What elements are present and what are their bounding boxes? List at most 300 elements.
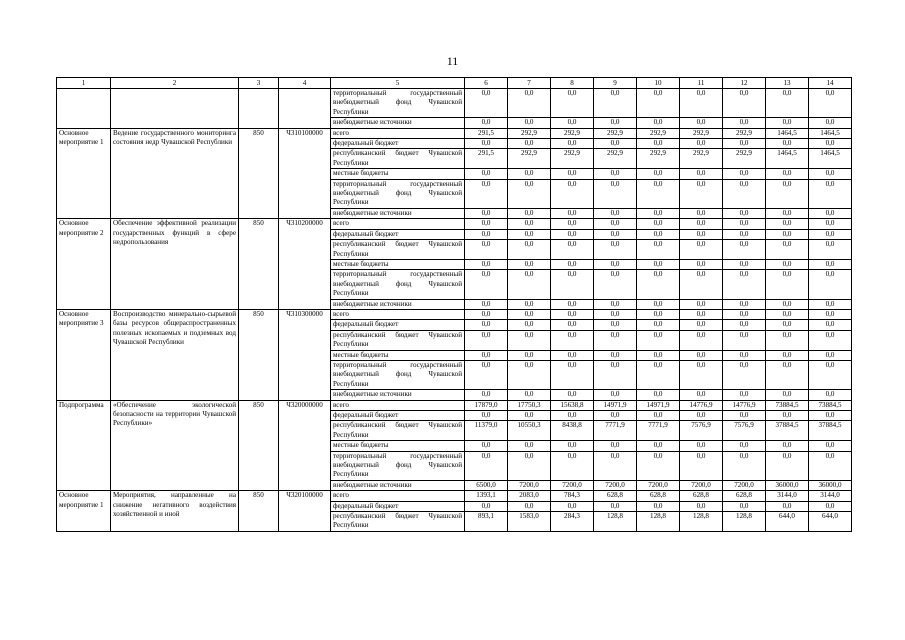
value-cell: 0,0 <box>551 411 594 421</box>
column-header: 8 <box>551 78 594 89</box>
value-cell: 0,0 <box>551 501 594 511</box>
value-cell: 0,0 <box>465 309 508 319</box>
value-cell: 1464,5 <box>809 128 852 138</box>
value-cell: 0,0 <box>680 309 723 319</box>
value-cell: 0,0 <box>680 179 723 208</box>
event-name-cell <box>111 89 239 129</box>
value-cell: 0,0 <box>465 139 508 149</box>
value-cell: 0,0 <box>551 139 594 149</box>
value-cell: 128,8 <box>637 512 680 532</box>
value-cell: 0,0 <box>508 309 551 319</box>
value-cell: 0,0 <box>766 441 809 451</box>
event-name-cell: Ведение государственного мониторинга состояния недр Чувашской Республики <box>111 128 239 219</box>
value-cell: 893,1 <box>465 512 508 532</box>
value-cell: 0,0 <box>766 179 809 208</box>
value-cell: 292,9 <box>723 149 766 169</box>
value-cell: 0,0 <box>637 208 680 218</box>
table-row <box>57 128 852 138</box>
value-cell: 0,0 <box>551 169 594 179</box>
table-body <box>57 89 852 532</box>
value-cell: 0,0 <box>637 309 680 319</box>
value-cell: 0,0 <box>551 219 594 229</box>
value-cell: 0,0 <box>766 118 809 128</box>
value-cell: 7576,9 <box>723 421 766 441</box>
value-cell: 0,0 <box>766 259 809 269</box>
value-cell: 3144,0 <box>809 491 852 501</box>
value-cell: 0,0 <box>594 240 637 260</box>
value-cell: 0,0 <box>551 179 594 208</box>
value-cell: 7576,9 <box>680 421 723 441</box>
value-cell: 0,0 <box>809 270 852 299</box>
code-cell: 850 <box>239 309 279 400</box>
value-cell: 0,0 <box>809 451 852 480</box>
value-cell: 0,0 <box>508 219 551 229</box>
budget-code-cell <box>279 89 331 129</box>
value-cell: 0,0 <box>594 118 637 128</box>
value-cell: 292,9 <box>508 128 551 138</box>
funding-source-cell: республиканский бюджет Чувашской Республики <box>331 240 465 260</box>
value-cell: 0,0 <box>723 89 766 118</box>
value-cell: 7200,0 <box>680 480 723 490</box>
value-cell: 0,0 <box>766 390 809 400</box>
value-cell: 0,0 <box>680 350 723 360</box>
value-cell: 0,0 <box>809 320 852 330</box>
value-cell: 0,0 <box>594 259 637 269</box>
value-cell: 0,0 <box>551 299 594 309</box>
value-cell: 0,0 <box>465 169 508 179</box>
column-header: 14 <box>809 78 852 89</box>
column-header: 5 <box>331 78 465 89</box>
value-cell: 0,0 <box>809 299 852 309</box>
value-cell: 0,0 <box>723 330 766 350</box>
value-cell: 644,0 <box>809 512 852 532</box>
column-header: 10 <box>637 78 680 89</box>
value-cell: 7200,0 <box>594 480 637 490</box>
code-cell: 850 <box>239 400 279 491</box>
funding-source-cell: федеральный бюджет <box>331 229 465 239</box>
value-cell: 0,0 <box>723 309 766 319</box>
value-cell: 0,0 <box>465 330 508 350</box>
value-cell: 0,0 <box>723 169 766 179</box>
value-cell: 0,0 <box>594 309 637 319</box>
value-cell: 0,0 <box>766 411 809 421</box>
value-cell: 0,0 <box>809 208 852 218</box>
table-row <box>57 309 852 319</box>
value-cell: 11379,0 <box>465 421 508 441</box>
column-header: 4 <box>279 78 331 89</box>
value-cell: 0,0 <box>594 441 637 451</box>
value-cell: 0,0 <box>508 270 551 299</box>
value-cell: 7200,0 <box>723 480 766 490</box>
value-cell: 284,3 <box>551 512 594 532</box>
value-cell: 0,0 <box>594 270 637 299</box>
value-cell: 14776,9 <box>723 400 766 410</box>
value-cell: 0,0 <box>766 229 809 239</box>
value-cell: 291,5 <box>465 149 508 169</box>
budget-code-cell: Ч320000000 <box>279 400 331 491</box>
value-cell: 644,0 <box>766 512 809 532</box>
event-type-cell: Основное мероприятие 3 <box>57 309 111 400</box>
value-cell: 14971,9 <box>594 400 637 410</box>
funding-source-cell: внебюджетные источники <box>331 480 465 490</box>
value-cell: 0,0 <box>465 501 508 511</box>
funding-source-cell: федеральный бюджет <box>331 320 465 330</box>
value-cell: 73884,5 <box>809 400 852 410</box>
funding-source-cell: внебюджетные источники <box>331 118 465 128</box>
value-cell: 0,0 <box>551 360 594 389</box>
code-cell: 850 <box>239 128 279 219</box>
value-cell: 0,0 <box>637 118 680 128</box>
value-cell: 14776,9 <box>680 400 723 410</box>
event-type-cell: Основное мероприятие 1 <box>57 491 111 532</box>
funding-source-cell: всего <box>331 309 465 319</box>
value-cell: 0,0 <box>809 259 852 269</box>
value-cell: 0,0 <box>594 229 637 239</box>
value-cell: 0,0 <box>594 451 637 480</box>
value-cell: 0,0 <box>594 139 637 149</box>
funding-source-cell: федеральный бюджет <box>331 139 465 149</box>
value-cell: 0,0 <box>637 219 680 229</box>
value-cell: 0,0 <box>551 451 594 480</box>
value-cell: 0,0 <box>551 350 594 360</box>
column-header: 13 <box>766 78 809 89</box>
funding-source-cell: республиканский бюджет Чувашской Республики <box>331 330 465 350</box>
value-cell: 0,0 <box>594 411 637 421</box>
value-cell: 292,9 <box>680 128 723 138</box>
budget-code-cell: Ч310300000 <box>279 309 331 400</box>
value-cell: 0,0 <box>637 169 680 179</box>
value-cell: 1464,5 <box>766 128 809 138</box>
value-cell: 3144,0 <box>766 491 809 501</box>
value-cell: 0,0 <box>680 390 723 400</box>
value-cell: 0,0 <box>723 299 766 309</box>
value-cell: 7200,0 <box>637 480 680 490</box>
funding-source-cell: местные бюджеты <box>331 259 465 269</box>
value-cell: 0,0 <box>680 118 723 128</box>
value-cell: 0,0 <box>508 229 551 239</box>
value-cell: 0,0 <box>594 219 637 229</box>
funding-source-cell: территориальный государственный внебюджетный фонд Чувашской Республики <box>331 270 465 299</box>
value-cell: 0,0 <box>465 118 508 128</box>
value-cell: 784,3 <box>551 491 594 501</box>
code-cell <box>239 89 279 129</box>
value-cell: 0,0 <box>551 118 594 128</box>
value-cell: 0,0 <box>766 330 809 350</box>
column-header: 6 <box>465 78 508 89</box>
event-type-cell: Основное мероприятие 2 <box>57 219 111 310</box>
value-cell: 0,0 <box>766 89 809 118</box>
value-cell: 0,0 <box>551 320 594 330</box>
value-cell: 0,0 <box>723 390 766 400</box>
value-cell: 0,0 <box>766 309 809 319</box>
value-cell: 8438,8 <box>551 421 594 441</box>
value-cell: 0,0 <box>766 240 809 260</box>
value-cell: 0,0 <box>809 229 852 239</box>
value-cell: 0,0 <box>637 240 680 260</box>
value-cell: 0,0 <box>680 441 723 451</box>
value-cell: 0,0 <box>551 208 594 218</box>
event-name-cell: Обеспечение эффективной реализации государственных функций в сфере недропользования <box>111 219 239 310</box>
value-cell: 0,0 <box>637 441 680 451</box>
value-cell: 0,0 <box>465 350 508 360</box>
value-cell: 0,0 <box>637 350 680 360</box>
column-header: 12 <box>723 78 766 89</box>
value-cell: 0,0 <box>809 350 852 360</box>
value-cell: 7771,9 <box>637 421 680 441</box>
value-cell: 0,0 <box>766 169 809 179</box>
value-cell: 0,0 <box>680 219 723 229</box>
value-cell: 17879,0 <box>465 400 508 410</box>
value-cell: 0,0 <box>465 270 508 299</box>
value-cell: 0,0 <box>465 390 508 400</box>
page-number: 11 <box>446 54 459 68</box>
value-cell: 14971,9 <box>637 400 680 410</box>
value-cell: 0,0 <box>465 89 508 118</box>
value-cell: 0,0 <box>508 89 551 118</box>
value-cell: 0,0 <box>809 118 852 128</box>
value-cell: 0,0 <box>723 229 766 239</box>
column-header: 11 <box>680 78 723 89</box>
value-cell: 128,8 <box>594 512 637 532</box>
value-cell: 0,0 <box>508 451 551 480</box>
value-cell: 0,0 <box>809 179 852 208</box>
value-cell: 0,0 <box>637 330 680 350</box>
value-cell: 0,0 <box>723 441 766 451</box>
funding-source-cell: всего <box>331 400 465 410</box>
value-cell: 0,0 <box>723 411 766 421</box>
value-cell: 0,0 <box>551 89 594 118</box>
value-cell: 0,0 <box>680 320 723 330</box>
column-header: 3 <box>239 78 279 89</box>
value-cell: 0,0 <box>723 320 766 330</box>
value-cell: 2083,0 <box>508 491 551 501</box>
value-cell: 0,0 <box>680 330 723 350</box>
value-cell: 0,0 <box>809 390 852 400</box>
value-cell: 0,0 <box>465 229 508 239</box>
value-cell: 0,0 <box>551 309 594 319</box>
value-cell: 0,0 <box>680 89 723 118</box>
funding-source-cell: федеральный бюджет <box>331 501 465 511</box>
value-cell: 0,0 <box>723 360 766 389</box>
funding-source-cell: внебюджетные источники <box>331 208 465 218</box>
value-cell: 0,0 <box>594 299 637 309</box>
value-cell: 0,0 <box>637 270 680 299</box>
value-cell: 0,0 <box>508 240 551 260</box>
value-cell: 0,0 <box>508 118 551 128</box>
value-cell: 0,0 <box>723 270 766 299</box>
value-cell: 0,0 <box>809 139 852 149</box>
value-cell: 0,0 <box>680 360 723 389</box>
value-cell: 0,0 <box>723 240 766 260</box>
value-cell: 0,0 <box>723 179 766 208</box>
value-cell: 0,0 <box>680 208 723 218</box>
funding-source-cell: всего <box>331 491 465 501</box>
value-cell: 0,0 <box>508 208 551 218</box>
table-row <box>57 491 852 501</box>
value-cell: 0,0 <box>766 139 809 149</box>
value-cell: 0,0 <box>680 229 723 239</box>
value-cell: 0,0 <box>508 390 551 400</box>
value-cell: 37884,5 <box>766 421 809 441</box>
funding-source-cell: территориальный государственный внебюджетный фонд Чувашской Республики <box>331 89 465 118</box>
value-cell: 0,0 <box>766 270 809 299</box>
event-type-cell: Подпрограмма <box>57 400 111 491</box>
value-cell: 0,0 <box>465 179 508 208</box>
value-cell: 0,0 <box>637 411 680 421</box>
value-cell: 0,0 <box>594 169 637 179</box>
value-cell: 0,0 <box>551 229 594 239</box>
value-cell: 0,0 <box>594 208 637 218</box>
value-cell: 17750,3 <box>508 400 551 410</box>
value-cell: 0,0 <box>809 501 852 511</box>
value-cell: 0,0 <box>766 320 809 330</box>
value-cell: 0,0 <box>723 501 766 511</box>
value-cell: 0,0 <box>637 390 680 400</box>
value-cell: 0,0 <box>594 501 637 511</box>
value-cell: 0,0 <box>508 259 551 269</box>
value-cell: 0,0 <box>809 240 852 260</box>
value-cell: 0,0 <box>465 240 508 260</box>
value-cell: 0,0 <box>551 240 594 260</box>
value-cell: 0,0 <box>551 441 594 451</box>
funding-source-cell: местные бюджеты <box>331 441 465 451</box>
value-cell: 0,0 <box>508 501 551 511</box>
funding-source-cell: внебюджетные источники <box>331 299 465 309</box>
value-cell: 0,0 <box>465 208 508 218</box>
value-cell: 0,0 <box>551 270 594 299</box>
value-cell: 0,0 <box>637 179 680 208</box>
value-cell: 0,0 <box>766 451 809 480</box>
funding-source-cell: федеральный бюджет <box>331 411 465 421</box>
event-name-cell: Мероприятия, направленные на снижение негативного воздействия хозяйственной и иной <box>111 491 239 532</box>
value-cell: 292,9 <box>594 128 637 138</box>
code-cell: 850 <box>239 491 279 532</box>
value-cell: 0,0 <box>723 118 766 128</box>
value-cell: 0,0 <box>809 89 852 118</box>
value-cell: 0,0 <box>637 451 680 480</box>
value-cell: 0,0 <box>680 240 723 260</box>
value-cell: 0,0 <box>766 501 809 511</box>
value-cell: 0,0 <box>637 139 680 149</box>
value-cell: 0,0 <box>766 360 809 389</box>
value-cell: 292,9 <box>637 128 680 138</box>
value-cell: 1464,5 <box>809 149 852 169</box>
value-cell: 0,0 <box>680 169 723 179</box>
value-cell: 628,8 <box>637 491 680 501</box>
budget-table <box>56 77 852 532</box>
value-cell: 0,0 <box>594 179 637 208</box>
value-cell: 0,0 <box>637 501 680 511</box>
value-cell: 0,0 <box>551 390 594 400</box>
value-cell: 0,0 <box>465 441 508 451</box>
budget-code-cell: Ч310200000 <box>279 219 331 310</box>
budget-code-cell: Ч320100000 <box>279 491 331 532</box>
value-cell: 0,0 <box>594 360 637 389</box>
value-cell: 0,0 <box>723 219 766 229</box>
funding-source-cell: местные бюджеты <box>331 350 465 360</box>
value-cell: 292,9 <box>551 128 594 138</box>
value-cell: 0,0 <box>508 179 551 208</box>
value-cell: 0,0 <box>680 501 723 511</box>
value-cell: 292,9 <box>680 149 723 169</box>
value-cell: 0,0 <box>809 219 852 229</box>
value-cell: 7200,0 <box>508 480 551 490</box>
value-cell: 37884,5 <box>809 421 852 441</box>
value-cell: 0,0 <box>508 350 551 360</box>
value-cell: 0,0 <box>508 139 551 149</box>
value-cell: 0,0 <box>766 350 809 360</box>
value-cell: 0,0 <box>680 451 723 480</box>
value-cell: 0,0 <box>723 451 766 480</box>
value-cell: 0,0 <box>594 330 637 350</box>
value-cell: 0,0 <box>637 320 680 330</box>
event-name-cell: Воспроизводство минерально-сырьевой базы ресурсов общераспространенных полезных ископаемых и подземных вод Чувашской Республики <box>111 309 239 400</box>
value-cell: 0,0 <box>465 259 508 269</box>
value-cell: 628,8 <box>680 491 723 501</box>
value-cell: 128,8 <box>723 512 766 532</box>
code-cell: 850 <box>239 219 279 310</box>
value-cell: 0,0 <box>809 411 852 421</box>
value-cell: 0,0 <box>465 360 508 389</box>
value-cell: 0,0 <box>508 330 551 350</box>
table-row <box>57 400 852 410</box>
value-cell: 0,0 <box>637 89 680 118</box>
column-header: 1 <box>57 78 111 89</box>
value-cell: 0,0 <box>766 299 809 309</box>
column-header: 9 <box>594 78 637 89</box>
value-cell: 0,0 <box>723 350 766 360</box>
value-cell: 0,0 <box>594 89 637 118</box>
value-cell: 0,0 <box>508 169 551 179</box>
value-cell: 292,9 <box>637 149 680 169</box>
event-name-cell: «Обеспечение экологической безопасности на территории Чувашской Республики» <box>111 400 239 491</box>
event-type-cell: Основное мероприятие 1 <box>57 128 111 219</box>
value-cell: 292,9 <box>723 128 766 138</box>
value-cell: 15638,8 <box>551 400 594 410</box>
value-cell: 0,0 <box>766 219 809 229</box>
value-cell: 0,0 <box>680 299 723 309</box>
value-cell: 292,9 <box>508 149 551 169</box>
value-cell: 1583,0 <box>508 512 551 532</box>
funding-source-cell: внебюджетные источники <box>331 390 465 400</box>
value-cell: 128,8 <box>680 512 723 532</box>
value-cell: 0,0 <box>680 411 723 421</box>
value-cell: 0,0 <box>809 360 852 389</box>
budget-code-cell: Ч310100000 <box>279 128 331 219</box>
value-cell: 1464,5 <box>766 149 809 169</box>
header-row <box>57 78 852 89</box>
value-cell: 0,0 <box>465 451 508 480</box>
value-cell: 7771,9 <box>594 421 637 441</box>
value-cell: 0,0 <box>508 360 551 389</box>
value-cell: 0,0 <box>809 309 852 319</box>
value-cell: 10550,3 <box>508 421 551 441</box>
value-cell: 0,0 <box>551 330 594 350</box>
value-cell: 73884,5 <box>766 400 809 410</box>
value-cell: 0,0 <box>465 299 508 309</box>
value-cell: 0,0 <box>637 299 680 309</box>
value-cell: 292,9 <box>594 149 637 169</box>
value-cell: 0,0 <box>723 139 766 149</box>
value-cell: 0,0 <box>594 350 637 360</box>
event-type-cell <box>57 89 111 129</box>
column-header: 7 <box>508 78 551 89</box>
value-cell: 36000,0 <box>766 480 809 490</box>
value-cell: 0,0 <box>551 259 594 269</box>
value-cell: 0,0 <box>637 360 680 389</box>
value-cell: 0,0 <box>594 320 637 330</box>
table-row <box>57 89 852 118</box>
